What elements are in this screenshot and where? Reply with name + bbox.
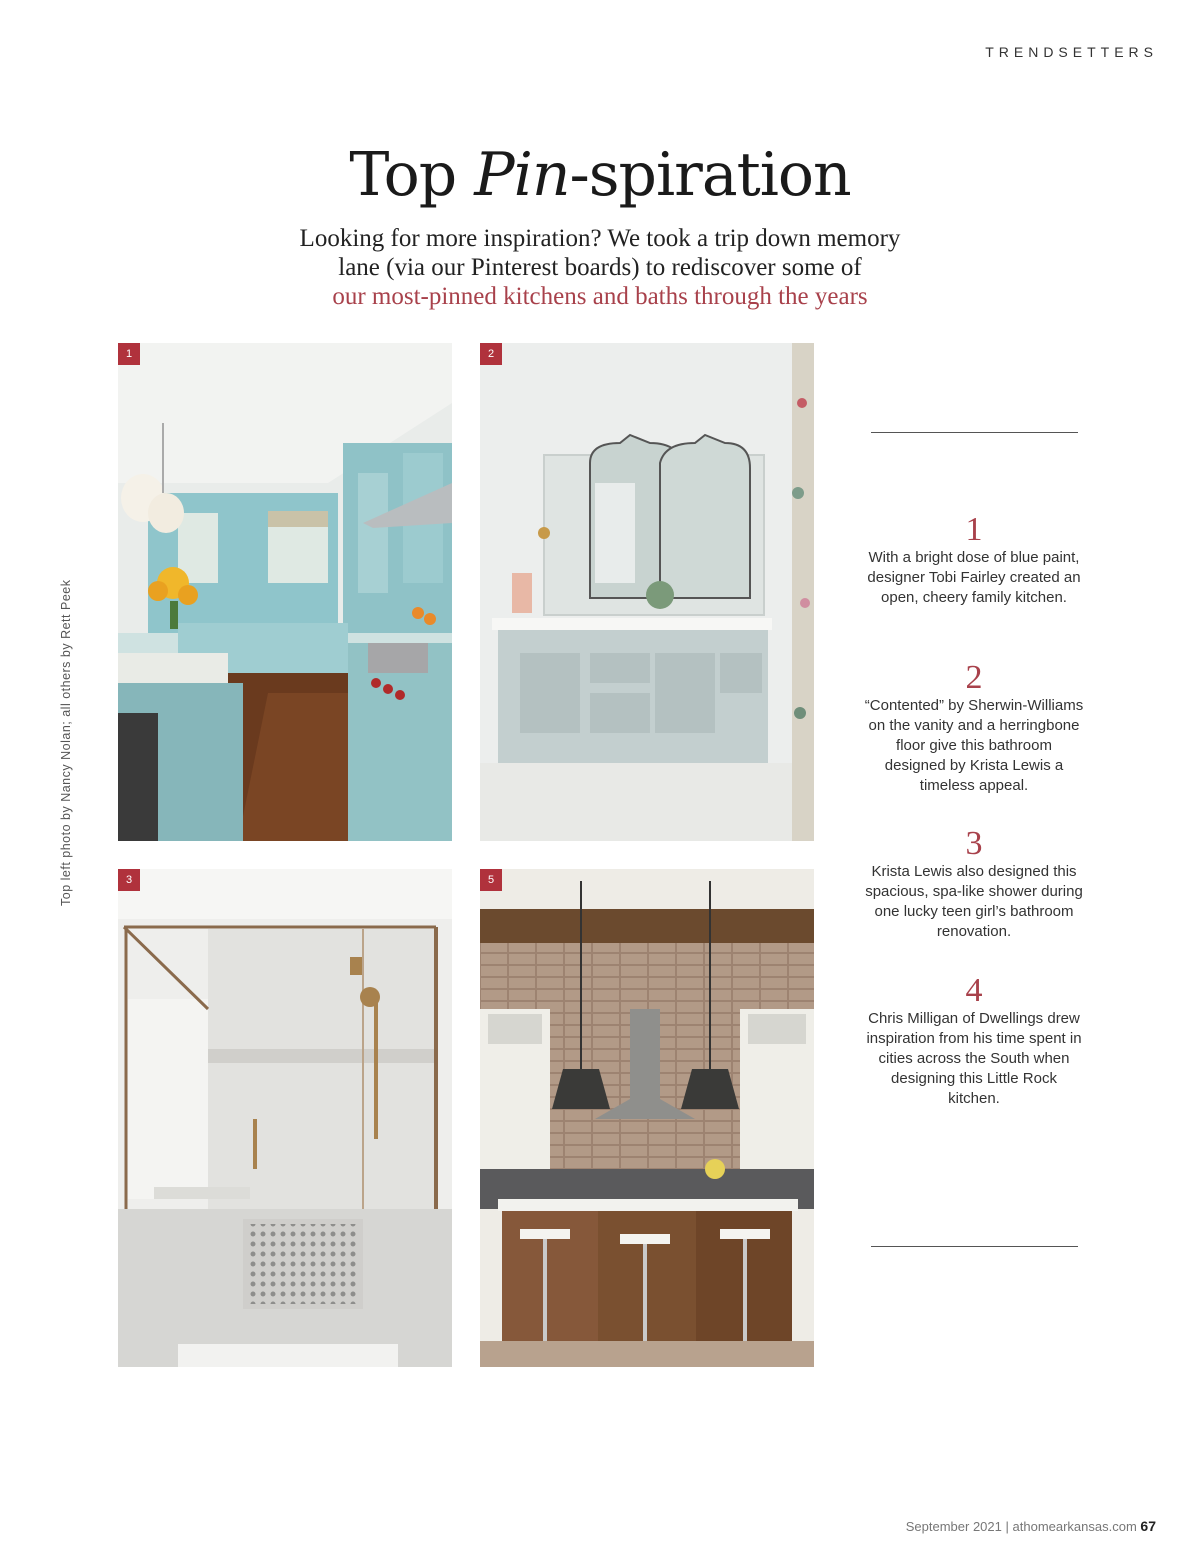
- caption-text: With a bright dose of blue paint, designer Tobi Fairley created an open, cheery family kitchen.: [867, 549, 1081, 606]
- photo-brick-kitchen: [480, 869, 814, 1367]
- folio-site: athomearkansas.com: [1012, 1519, 1137, 1534]
- folio-separator: |: [1005, 1519, 1009, 1534]
- headline-part-1: Top: [349, 140, 475, 210]
- caption-top-rule: [871, 432, 1078, 433]
- photo-blue-kitchen: [118, 343, 452, 841]
- caption-3: [864, 825, 1084, 942]
- caption-number: 3: [965, 825, 983, 862]
- deck: [200, 224, 1000, 311]
- photo-badge: 1: [118, 343, 140, 365]
- caption-number: 4: [965, 972, 983, 1009]
- vanity-bathroom-image: [480, 343, 814, 841]
- page-number: 67: [1140, 1518, 1156, 1534]
- caption-text: Krista Lewis also designed this spacious, spa-like shower during one lucky teen girl’s bathroom renovation.: [865, 863, 1083, 940]
- photo-glass-shower: [118, 869, 452, 1367]
- caption-bottom-rule: [871, 1246, 1078, 1247]
- brick-kitchen-image: [480, 869, 814, 1367]
- headline: [0, 140, 1200, 210]
- caption-2: [864, 659, 1084, 796]
- caption-text: Chris Milligan of Dwellings drew inspiration from his time spent in cities across the South when designing this Little Rock kitchen.: [866, 1010, 1082, 1107]
- folio-issue: September 2021: [905, 1519, 1002, 1534]
- caption-number: 2: [965, 659, 983, 696]
- deck-accent: our most-pinned kitchens and baths through the years: [332, 283, 868, 310]
- photo-badge: 5: [480, 869, 502, 891]
- deck-line-2: lane (via our Pinterest boards) to rediscover some of: [338, 254, 862, 281]
- caption-4: [864, 972, 1084, 1109]
- photo-badge: 2: [480, 343, 502, 365]
- headline-italic: Pin: [474, 140, 570, 210]
- headline-part-2: -spiration: [569, 140, 851, 210]
- glass-shower-image: [118, 869, 452, 1367]
- caption-text: “Contented” by Sherwin-Williams on the vanity and a herringbone floor give this bathroom designed by Krista Lewis a timeless appeal.: [864, 697, 1084, 794]
- blue-kitchen-image: [118, 343, 452, 841]
- section-label: TRENDSETTERS: [985, 44, 1158, 60]
- caption-1: [864, 511, 1084, 608]
- photo-credit: Top left photo by Nancy Nolan; all others by Rett Peek: [59, 579, 73, 906]
- caption-number: 1: [965, 511, 983, 548]
- folio: [906, 1518, 1156, 1534]
- deck-line-1: Looking for more inspiration? We took a trip down memory: [299, 225, 901, 252]
- photo-badge: 3: [118, 869, 140, 891]
- photo-vanity-bathroom: [480, 343, 814, 841]
